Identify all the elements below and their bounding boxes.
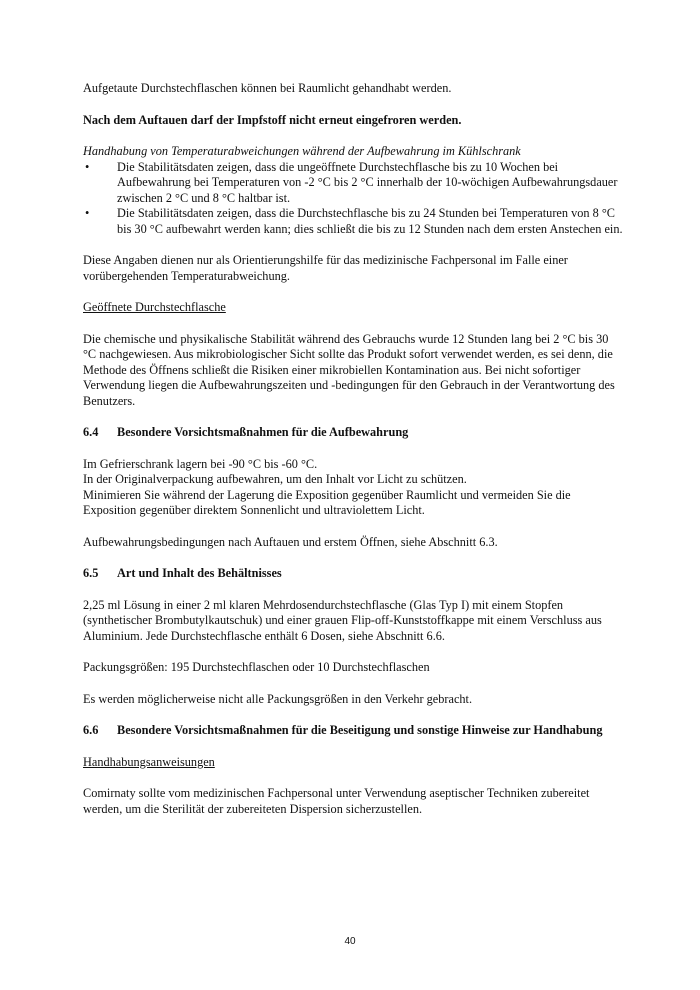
section-number: 6.4 [83, 425, 99, 439]
section-title: Besondere Vorsichtsmaßnahmen für die Aufbewahrung [117, 425, 409, 439]
list-item [83, 160, 623, 207]
list-item-text: Die Stabilitätsdaten zeigen, dass die ungeöffnete Durchstechflasche bis zu 10 Wochen bei Aufbewahrung bei Temperaturen von -2 °C bis 2 °C innerhalb der 10-wöchigen Aufbewahrungsdauer zwischen 2 °C und 8 °C haltbar ist. [117, 159, 618, 205]
document-body [83, 81, 623, 817]
bullet-icon: • [85, 206, 90, 220]
paragraph-no-refreeze: Nach dem Auftauen darf der Impfstoff nicht erneut eingefroren werden. [83, 112, 462, 127]
paragraph-container-description: 2,25 ml Lösung in einer 2 ml klaren Mehrdosendurchstechflasche (Glas Typ I) mit einem Stopfen (synthetischer Brombutylkautschuk) und einer grauen Flip-off-Kunststoffkappe mit einem Verschluss aus Aluminium. Jede Durchstechflasche enthält 6 Dosen, siehe Abschnitt 6.6. [83, 597, 602, 643]
section-heading-6-4 [83, 425, 623, 441]
storage-line-packaging: In der Originalverpackung aufbewahren, um den Inhalt vor Licht zu schützen. [83, 472, 467, 486]
page-number: 40 [344, 936, 356, 947]
bullet-icon: • [85, 159, 90, 174]
section-number: 6.6 [83, 723, 99, 737]
section-heading-6-6 [83, 723, 623, 739]
paragraph-aseptic-preparation: Comirnaty sollte vom medizinischen Fachpersonal unter Verwendung aseptischer Techniken zubereitet werden, um die Sterilität der zubereiteten Dispersion sicherzustellen. [83, 786, 590, 816]
stability-bullet-list [83, 160, 623, 238]
paragraph-guidance: Diese Angaben dienen nur als Orientierungshilfe für das medizinische Fachpersonal im Falle einer vorübergehenden Temperaturabweichung. [83, 253, 568, 283]
section-title: Besondere Vorsichtsmaßnahmen für die Beseitigung und sonstige Hinweise zur Handhabung [117, 723, 603, 737]
section-number: 6.5 [83, 566, 99, 580]
opened-vial-heading: Geöffnete Durchstechflasche [83, 300, 226, 314]
section-heading-6-5 [83, 566, 623, 582]
temperature-deviation-heading: Handhabung von Temperaturabweichungen während der Aufbewahrung im Kühlschrank [83, 144, 521, 158]
list-item [83, 206, 623, 237]
paragraph-in-use-stability: Die chemische und physikalische Stabilität während des Gebrauchs wurde 12 Stunden lang bei 2 °C bis 30 °C nachgewiesen. Aus mikrobiologischer Sicht sollte das Produkt sofort verwendet werden, es sei denn, die Methode des Öffnens schließt die Risiken einer mikrobiellen Kontamination aus. Bei nicht sofortiger Verwendung liegen die Aufbewahrungszeiten und -bedingungen für den Gebrauch in der Verantwortung des Benutzers. [83, 331, 615, 408]
handling-instructions-heading: Handhabungsanweisungen [83, 754, 215, 769]
paragraph-storage-after-thaw: Aufbewahrungsbedingungen nach Auftauen und erstem Öffnen, siehe Abschnitt 6.3. [83, 534, 498, 549]
paragraph-pack-sizes: Packungsgrößen: 195 Durchstechflaschen oder 10 Durchstechflaschen [83, 660, 430, 674]
storage-instructions [83, 457, 623, 519]
list-item-text: Die Stabilitätsdaten zeigen, dass die Durchstechflasche bis zu 24 Stunden bei Temperaturen von 8 °C bis 30 °C aufbewahrt werden kann; dies schließt die bis zu 12 Stunden nach dem ersten Anstechen ein. [117, 206, 623, 236]
section-title: Art und Inhalt des Behältnisses [117, 566, 282, 580]
paragraph-thawed-vials: Aufgetaute Durchstechflaschen können bei Raumlicht gehandhabt werden. [83, 81, 452, 95]
storage-line-freezer: Im Gefrierschrank lagern bei -90 °C bis -60 °C. [83, 456, 318, 471]
storage-line-light: Minimieren Sie während der Lagerung die Exposition gegenüber Raumlicht und vermeiden Sie die Exposition gegenüber direktem Sonnenlicht und ultraviolettem Licht. [83, 487, 571, 517]
paragraph-marketing-note: Es werden möglicherweise nicht alle Packungsgrößen in den Verkehr gebracht. [83, 691, 473, 706]
